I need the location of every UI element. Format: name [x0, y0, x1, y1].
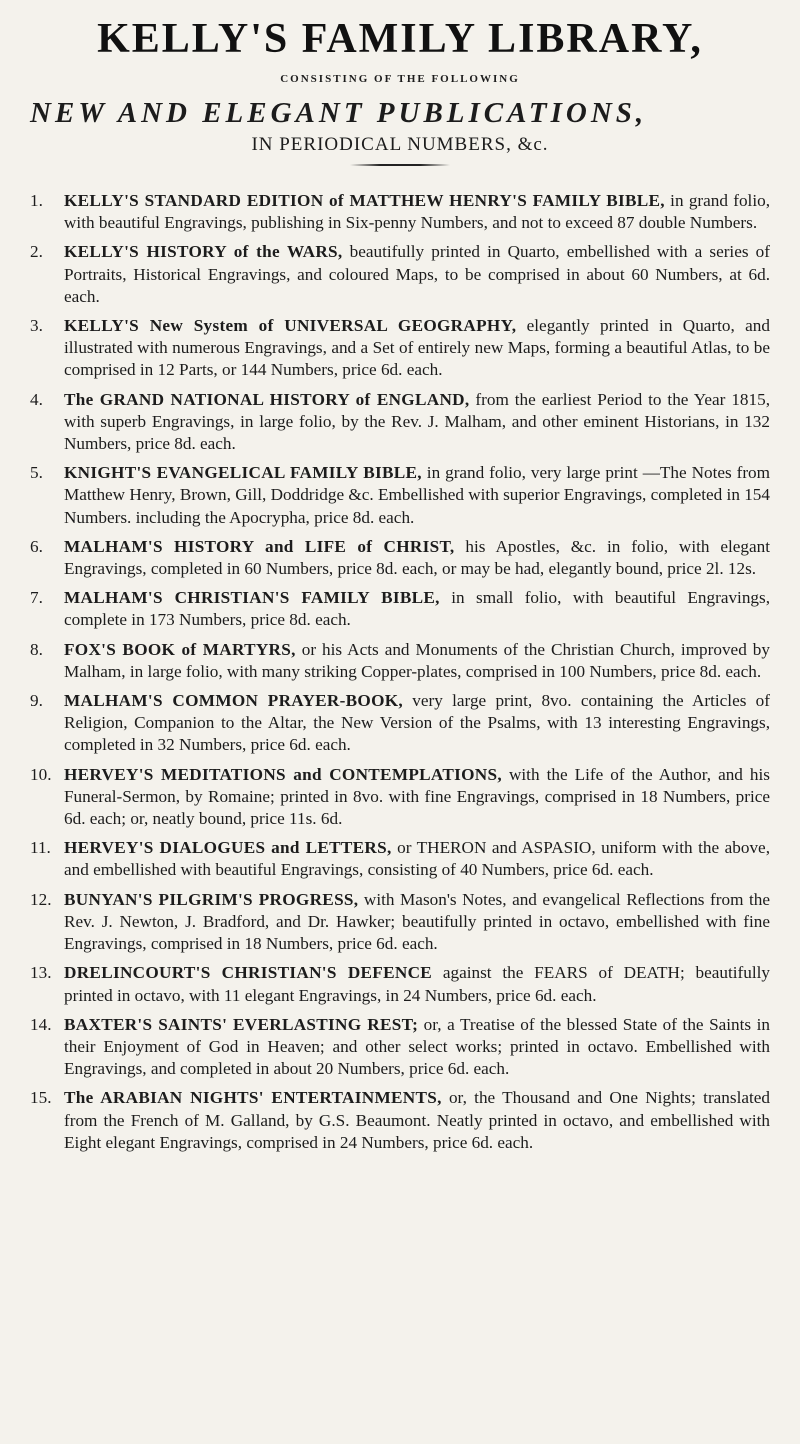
item-text: [64, 889, 770, 956]
list-item: [30, 889, 770, 956]
list-item: [30, 962, 770, 1006]
page-subtitle: CONSISTING OF THE FOLLOWING: [280, 73, 520, 85]
list-item: [30, 536, 770, 580]
item-heading: MALHAM'S CHRISTIAN'S FAMILY BIBLE,: [64, 588, 440, 608]
item-heading: KNIGHT'S EVANGELICAL FAMILY BIBLE,: [64, 463, 422, 483]
item-text: [64, 1014, 770, 1081]
item-number: 5.: [30, 463, 43, 483]
list-item: [30, 315, 770, 382]
item-number: 9.: [30, 691, 43, 711]
list-item: [30, 462, 770, 529]
item-text: [64, 837, 770, 881]
item-heading: The GRAND NATIONAL HISTORY of ENGLAND,: [64, 389, 470, 409]
item-number: 13.: [30, 963, 52, 983]
list-item: [30, 190, 770, 234]
item-heading: KELLY'S STANDARD EDITION of MATTHEW HENRY'S FAMILY BIBLE,: [64, 191, 665, 210]
item-description: in grand folio, very large print —The Notes from Matthew Henry, Brown, Gill, Doddridge &c. Embellished with superior Engravings, completed in 154 Numbers. including the Apocrypha, price 8d. each.: [64, 463, 771, 527]
item-description: beautifully printed in Quarto, embellished with a series of Portraits, Historical Engravings, and coloured Maps, to be comprised in about 60 Numbers, at 6d. each.: [64, 242, 770, 306]
list-item: [30, 389, 770, 456]
item-number: 10.: [30, 764, 52, 784]
page-headline: NEW AND ELEGANT PUBLICATIONS,: [30, 97, 648, 129]
page-tagline: IN PERIODICAL NUMBERS, &c.: [251, 134, 549, 155]
list-item: [30, 1014, 770, 1081]
item-heading: KELLY'S New System of UNIVERSAL GEOGRAPHY,: [64, 316, 517, 336]
item-heading: The ARABIAN NIGHTS' ENTERTAINMENTS,: [64, 1088, 442, 1108]
item-number: 7.: [30, 588, 43, 608]
item-heading: FOX'S BOOK of MARTYRS,: [64, 639, 296, 659]
item-heading: DRELINCOURT'S CHRISTIAN'S DEFENCE: [64, 963, 433, 983]
item-number: 4.: [30, 389, 43, 409]
item-description: or, the Thousand and One Nights; translated from the French of M. Galland, by G.S. Beaumont. Neatly printed in octavo, and embellished with Eight elegant Engravings, comprised in 24 Numbers, price 6d. each.: [64, 1088, 770, 1152]
item-description: in small folio, with beautiful Engravings, complete in 173 Numbers, price 8d. each.: [64, 588, 771, 630]
item-description: his Apostles, &c. in folio, with elegant Engravings, completed in 60 Numbers, price 8d. each, or may be had, elegantly bound, price 2l. 12s.: [64, 536, 770, 579]
item-heading: MALHAM'S COMMON PRAYER-BOOK,: [64, 691, 404, 711]
item-description: very large print, 8vo. containing the Articles of Religion, Companion to the Altar, the New Version of the Psalms, with 13 interesting Engravings, completed in 32 Numbers, price 6d. each.: [64, 691, 770, 755]
list-item: [30, 764, 770, 831]
item-text: [64, 587, 770, 631]
publication-list: [30, 190, 770, 1154]
item-description: in grand folio, with beautiful Engravings, publishing in Six-penny Numbers, and not to exceed 87 double Numbers.: [64, 191, 770, 233]
item-number: 3.: [30, 316, 43, 336]
list-item: [30, 639, 770, 683]
item-number: 1.: [30, 191, 43, 210]
list-item: [30, 1087, 770, 1154]
item-heading: HERVEY'S DIALOGUES and LETTERS,: [64, 838, 392, 858]
item-description: with the Life of the Author, and his Funeral-Sermon, by Romaine; printed in 8vo. with fine Engravings, comprised in 18 Numbers, price 6d. each; or, neatly bound, price 11s. 6d.: [64, 764, 770, 829]
item-number: 6.: [30, 536, 43, 556]
list-item: [30, 587, 770, 631]
item-text: [64, 462, 770, 529]
item-number: 11.: [30, 838, 51, 858]
item-description: or THERON and ASPASIO, uniform with the above, and embellished with beautiful Engravings, consisting of 40 Numbers, price 6d. each.: [64, 838, 770, 880]
item-description: from the earliest Period to the Year 1815, with superb Engravings, in large folio, by the Rev. J. Malham, and other eminent Historians, in 132 Numbers, price 8d. each.: [64, 389, 770, 454]
item-number: 15.: [30, 1088, 52, 1108]
item-heading: BUNYAN'S PILGRIM'S PROGRESS,: [64, 889, 359, 909]
item-text: [64, 1087, 770, 1154]
item-description: or his Acts and Monuments of the Christian Church, improved by Malham, in large folio, with many striking Copper-plates, comprised in 100 Numbers, price 8d. each.: [64, 639, 770, 681]
item-heading: HERVEY'S MEDITATIONS and CONTEMPLATIONS,: [64, 764, 502, 784]
ornamental-divider: [350, 164, 450, 166]
item-heading: KELLY'S HISTORY of the WARS,: [64, 242, 343, 262]
list-item: [30, 241, 770, 308]
item-text: [64, 962, 770, 1006]
item-text: [64, 764, 770, 831]
item-description: elegantly printed in Quarto, and illustrated with numerous Engravings, and a Set of entirely new Maps, forming a beautiful Atlas, to be comprised in 12 Parts, or 144 Numbers, price 6d. each.: [64, 316, 770, 380]
item-text: [64, 536, 770, 580]
item-text: [64, 315, 770, 382]
list-item: [30, 837, 770, 881]
item-number: 8.: [30, 639, 43, 659]
item-heading: BAXTER'S SAINTS' EVERLASTING REST;: [64, 1014, 419, 1034]
item-number: 2.: [30, 242, 43, 262]
item-number: 14.: [30, 1014, 52, 1034]
item-description: against the FEARS of DEATH; beautifully printed in octavo, with 11 elegant Engravings, in 24 Numbers, price 6d. each.: [64, 963, 770, 1005]
list-item: [30, 690, 770, 757]
item-heading: MALHAM'S HISTORY and LIFE of CHRIST,: [64, 536, 455, 556]
item-description: with Mason's Notes, and evangelical Reflections from the Rev. J. Newton, J. Bradford, and Dr. Hawker; beautifully printed in octavo, embellished with fine Engravings, comprised in 18 Numbers, price 6d. each.: [64, 889, 770, 954]
item-text: [64, 190, 770, 234]
item-number: 12.: [30, 889, 52, 909]
page-title: KELLY'S FAMILY LIBRARY,: [97, 16, 703, 62]
item-text: [64, 389, 770, 456]
item-text: [64, 690, 770, 757]
item-text: [64, 639, 770, 683]
item-text: [64, 241, 770, 308]
item-description: or, a Treatise of the blessed State of the Saints in their Enjoyment of God in Heaven; and other select works; printed in octavo. Embellished with Engravings, and completed in about 20 Numbers, price 6d. each.: [64, 1014, 770, 1079]
